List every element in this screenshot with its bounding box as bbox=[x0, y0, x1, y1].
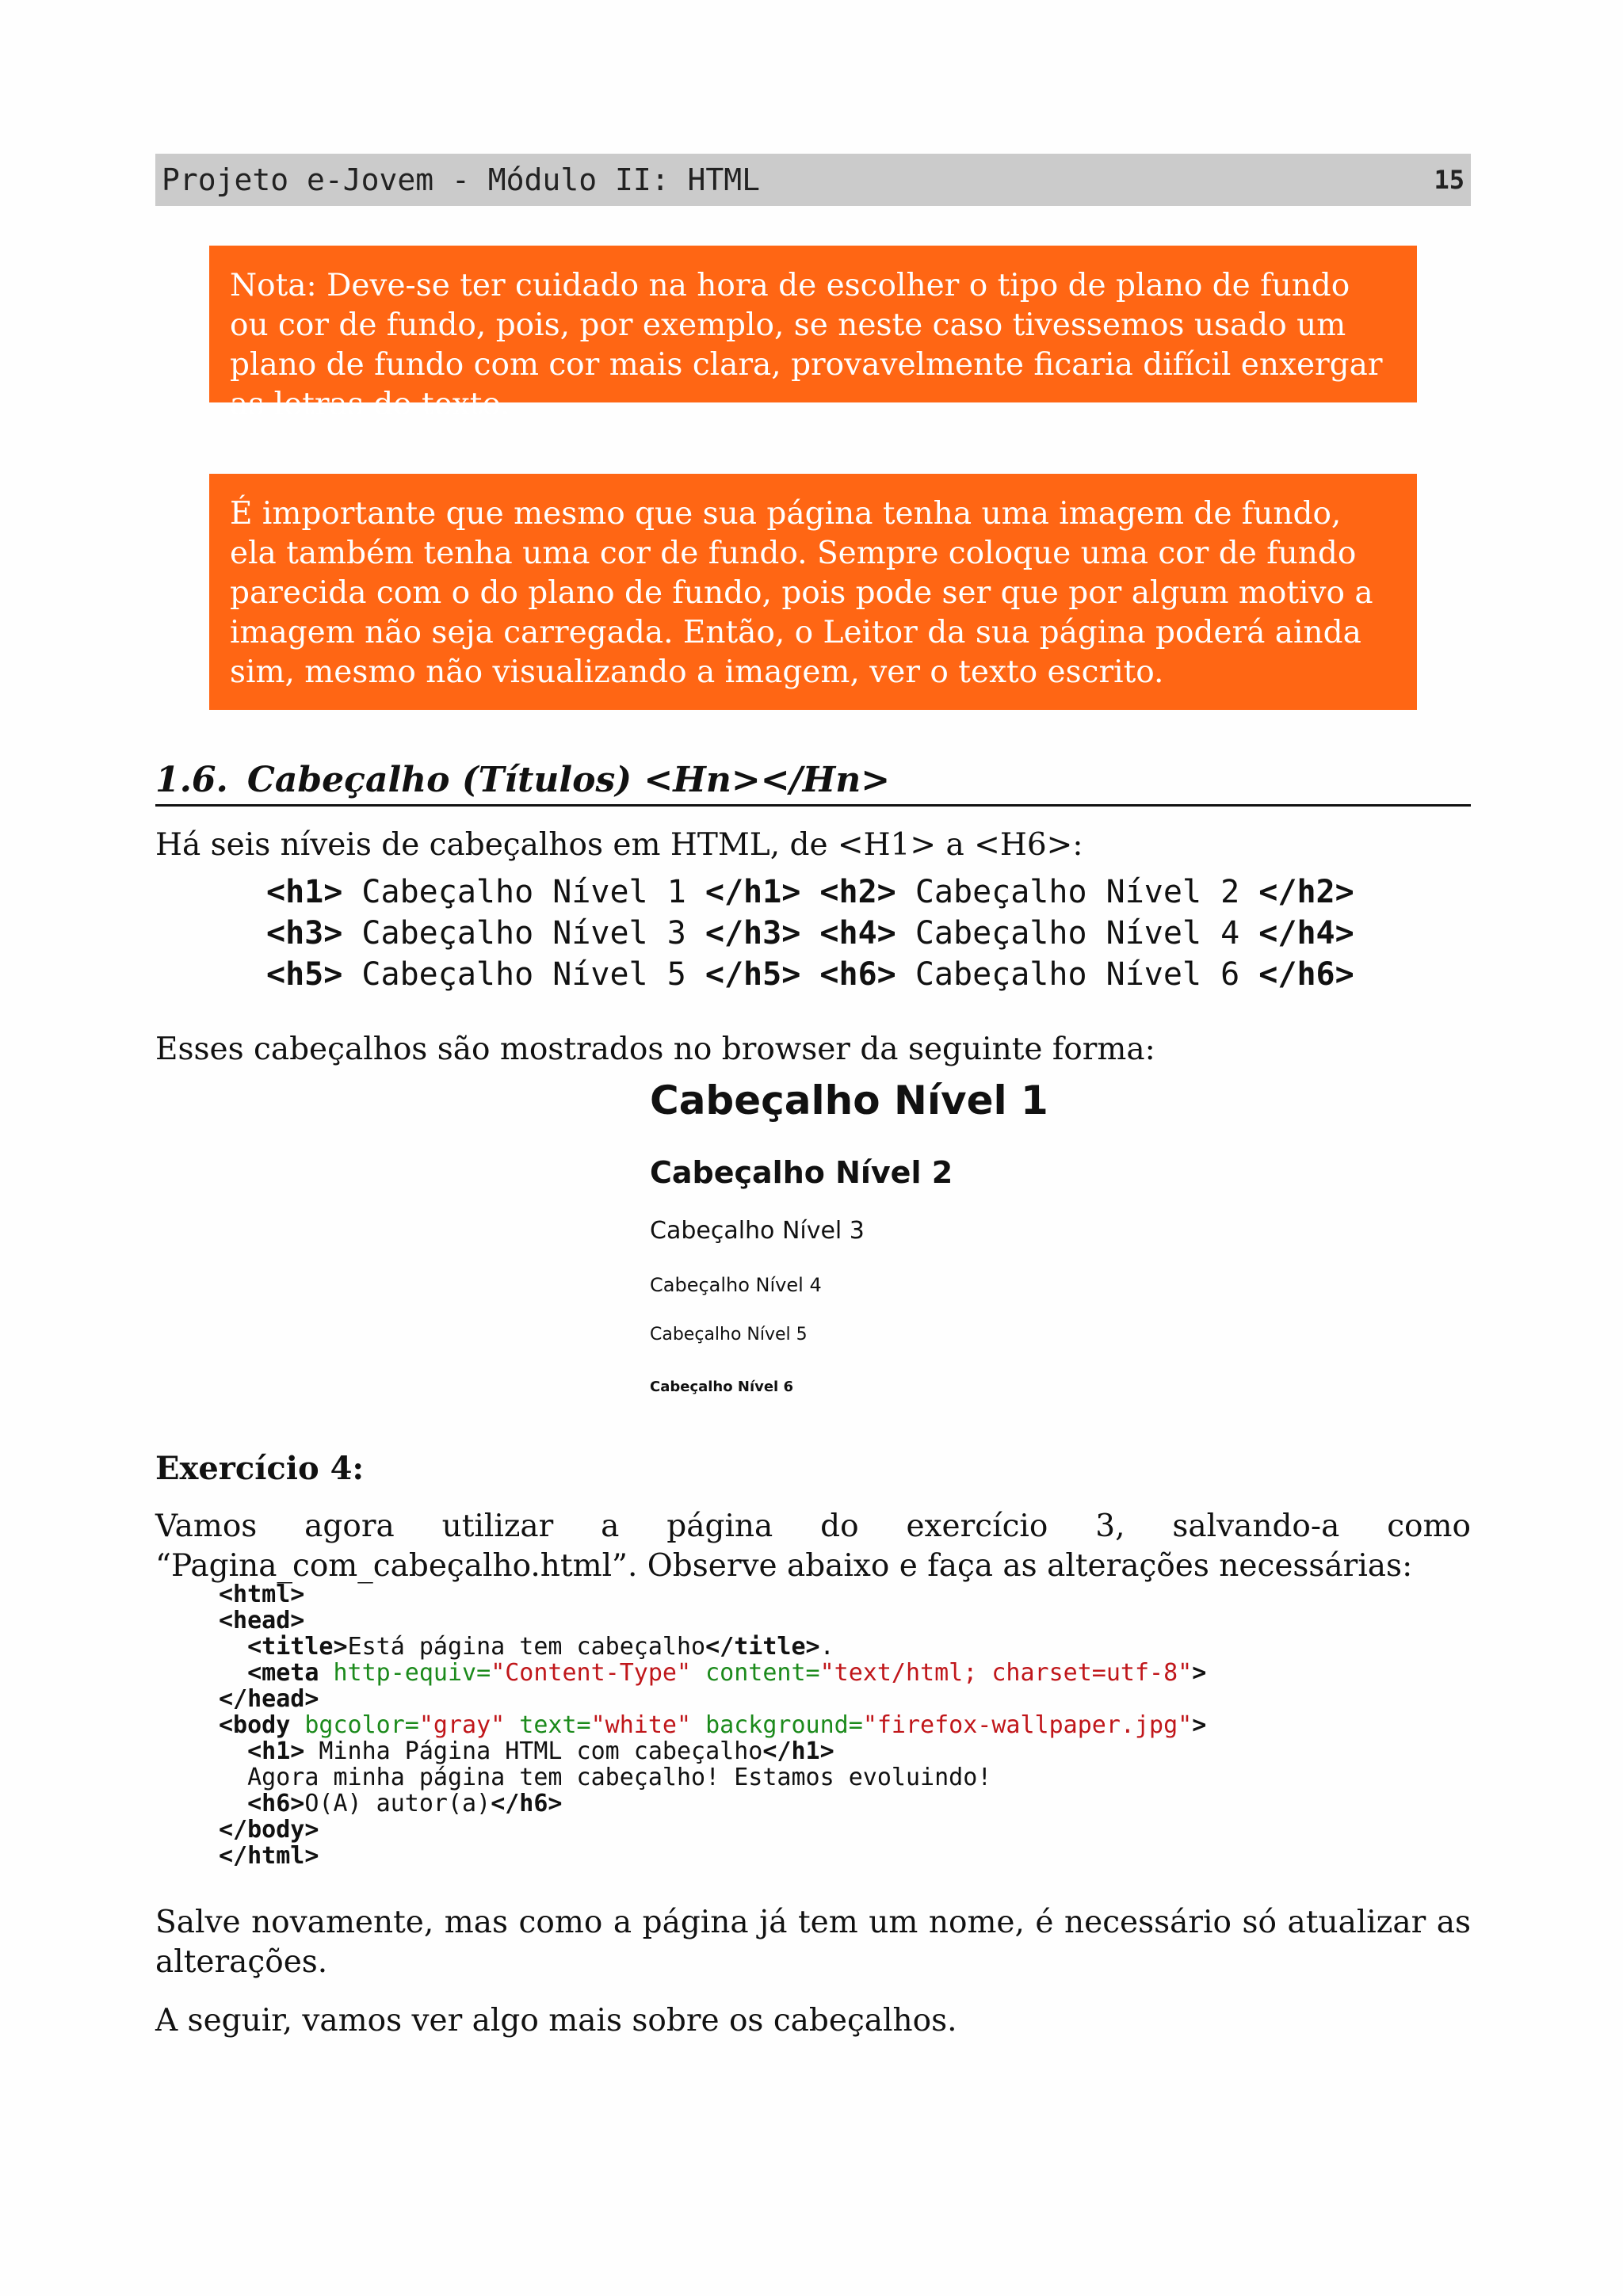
code-line: <body bgcolor="gray" text="white" background="firefox-wallpaper.jpg"> bbox=[219, 1711, 1207, 1739]
page-header bbox=[155, 154, 1471, 206]
code-line: <h3> Cabeçalho Nível 3 </h3> <h4> Cabeçalho Nível 4 </h4> bbox=[266, 915, 1354, 952]
section-title: Cabeçalho (Títulos) <Hn></Hn> bbox=[246, 760, 891, 800]
note-text: Nota: Deve-se ter cuidado na hora de escolher o tipo de plano de fundo ou cor de fundo, pois, por exemplo, se neste caso tivessemos usado um plano de fundo com cor mais clara, provavelmente ficaria difícil enxergar as letras do texto. bbox=[230, 268, 1383, 422]
section-number: 1.6. bbox=[155, 760, 228, 800]
exercise-line-2: “Pagina_com_cabeçalho.html”. Observe abaixo e faça as alterações necessárias: bbox=[155, 1548, 1413, 1584]
html-code-example bbox=[219, 1581, 1206, 1869]
rendered-h2: Cabeçalho Nível 2 bbox=[650, 1155, 953, 1190]
section-intro: Há seis níveis de cabeçalhos em HTML, de <H1> a <H6>: bbox=[155, 827, 1083, 863]
code-line: <h5> Cabeçalho Nível 5 </h5> <h6> Cabeçalho Nível 6 </h6> bbox=[266, 956, 1354, 993]
rendered-h6: Cabeçalho Nível 6 bbox=[650, 1379, 794, 1395]
page-number: 15 bbox=[1434, 165, 1465, 195]
code-line: <h1> Minha Página HTML com cabeçalho</h1> bbox=[247, 1737, 834, 1765]
rendered-h3: Cabeçalho Nível 3 bbox=[650, 1217, 865, 1245]
code-line: </head> bbox=[219, 1685, 319, 1713]
closing-paragraph-2: A seguir, vamos ver algo mais sobre os cabeçalhos. bbox=[155, 2003, 957, 2039]
browser-intro: Esses cabeçalhos são mostrados no browser da seguinte forma: bbox=[155, 1032, 1155, 1067]
section-heading bbox=[155, 754, 1471, 807]
heading-tags-code bbox=[266, 871, 1354, 995]
note-box-background-color bbox=[209, 474, 1417, 710]
header-title: Projeto e-Jovem - Módulo II: HTML bbox=[162, 162, 760, 197]
rendered-h4: Cabeçalho Nível 4 bbox=[650, 1274, 822, 1296]
note-box-background bbox=[209, 246, 1417, 422]
exercise-instructions bbox=[155, 1507, 1471, 1586]
exercise-title: Exercício 4: bbox=[155, 1450, 365, 1487]
code-line: </html> bbox=[219, 1842, 319, 1870]
code-line: </body> bbox=[219, 1816, 319, 1844]
exercise-line-1: Vamos agora utilizar a página do exercício 3, salvando-a como bbox=[155, 1508, 1471, 1544]
rendered-h5: Cabeçalho Nível 5 bbox=[650, 1325, 808, 1344]
rendered-h1: Cabeçalho Nível 1 bbox=[650, 1077, 1048, 1123]
code-line: <html> bbox=[219, 1581, 305, 1608]
closing-paragraph-1: Salve novamente, mas como a página já tem um nome, é necessário só atualizar as alterações. bbox=[155, 1905, 1471, 1980]
code-line: <h1> Cabeçalho Nível 1 </h1> <h2> Cabeçalho Nível 2 </h2> bbox=[266, 874, 1354, 910]
code-line: <head> bbox=[219, 1607, 305, 1634]
note-text: É importante que mesmo que sua página tenha uma imagem de fundo, ela também tenha uma cor de fundo. Sempre coloque uma cor de fundo parecida com o do plano de fundo, pois pode ser que por algum motivo a imagem não seja carregada. Então, o Leitor da sua página poderá ainda sim, mesmo não visualizando a imagem, ver o texto escrito. bbox=[230, 496, 1373, 690]
code-line: <meta http-equiv="Content-Type" content="text/html; charset=utf-8"> bbox=[247, 1659, 1207, 1687]
code-line: Agora minha página tem cabeçalho! Estamos evoluindo! bbox=[247, 1764, 992, 1791]
code-line: <h6>O(A) autor(a)</h6> bbox=[247, 1790, 563, 1817]
code-line: <title>Está página tem cabeçalho</title>. bbox=[247, 1633, 834, 1661]
